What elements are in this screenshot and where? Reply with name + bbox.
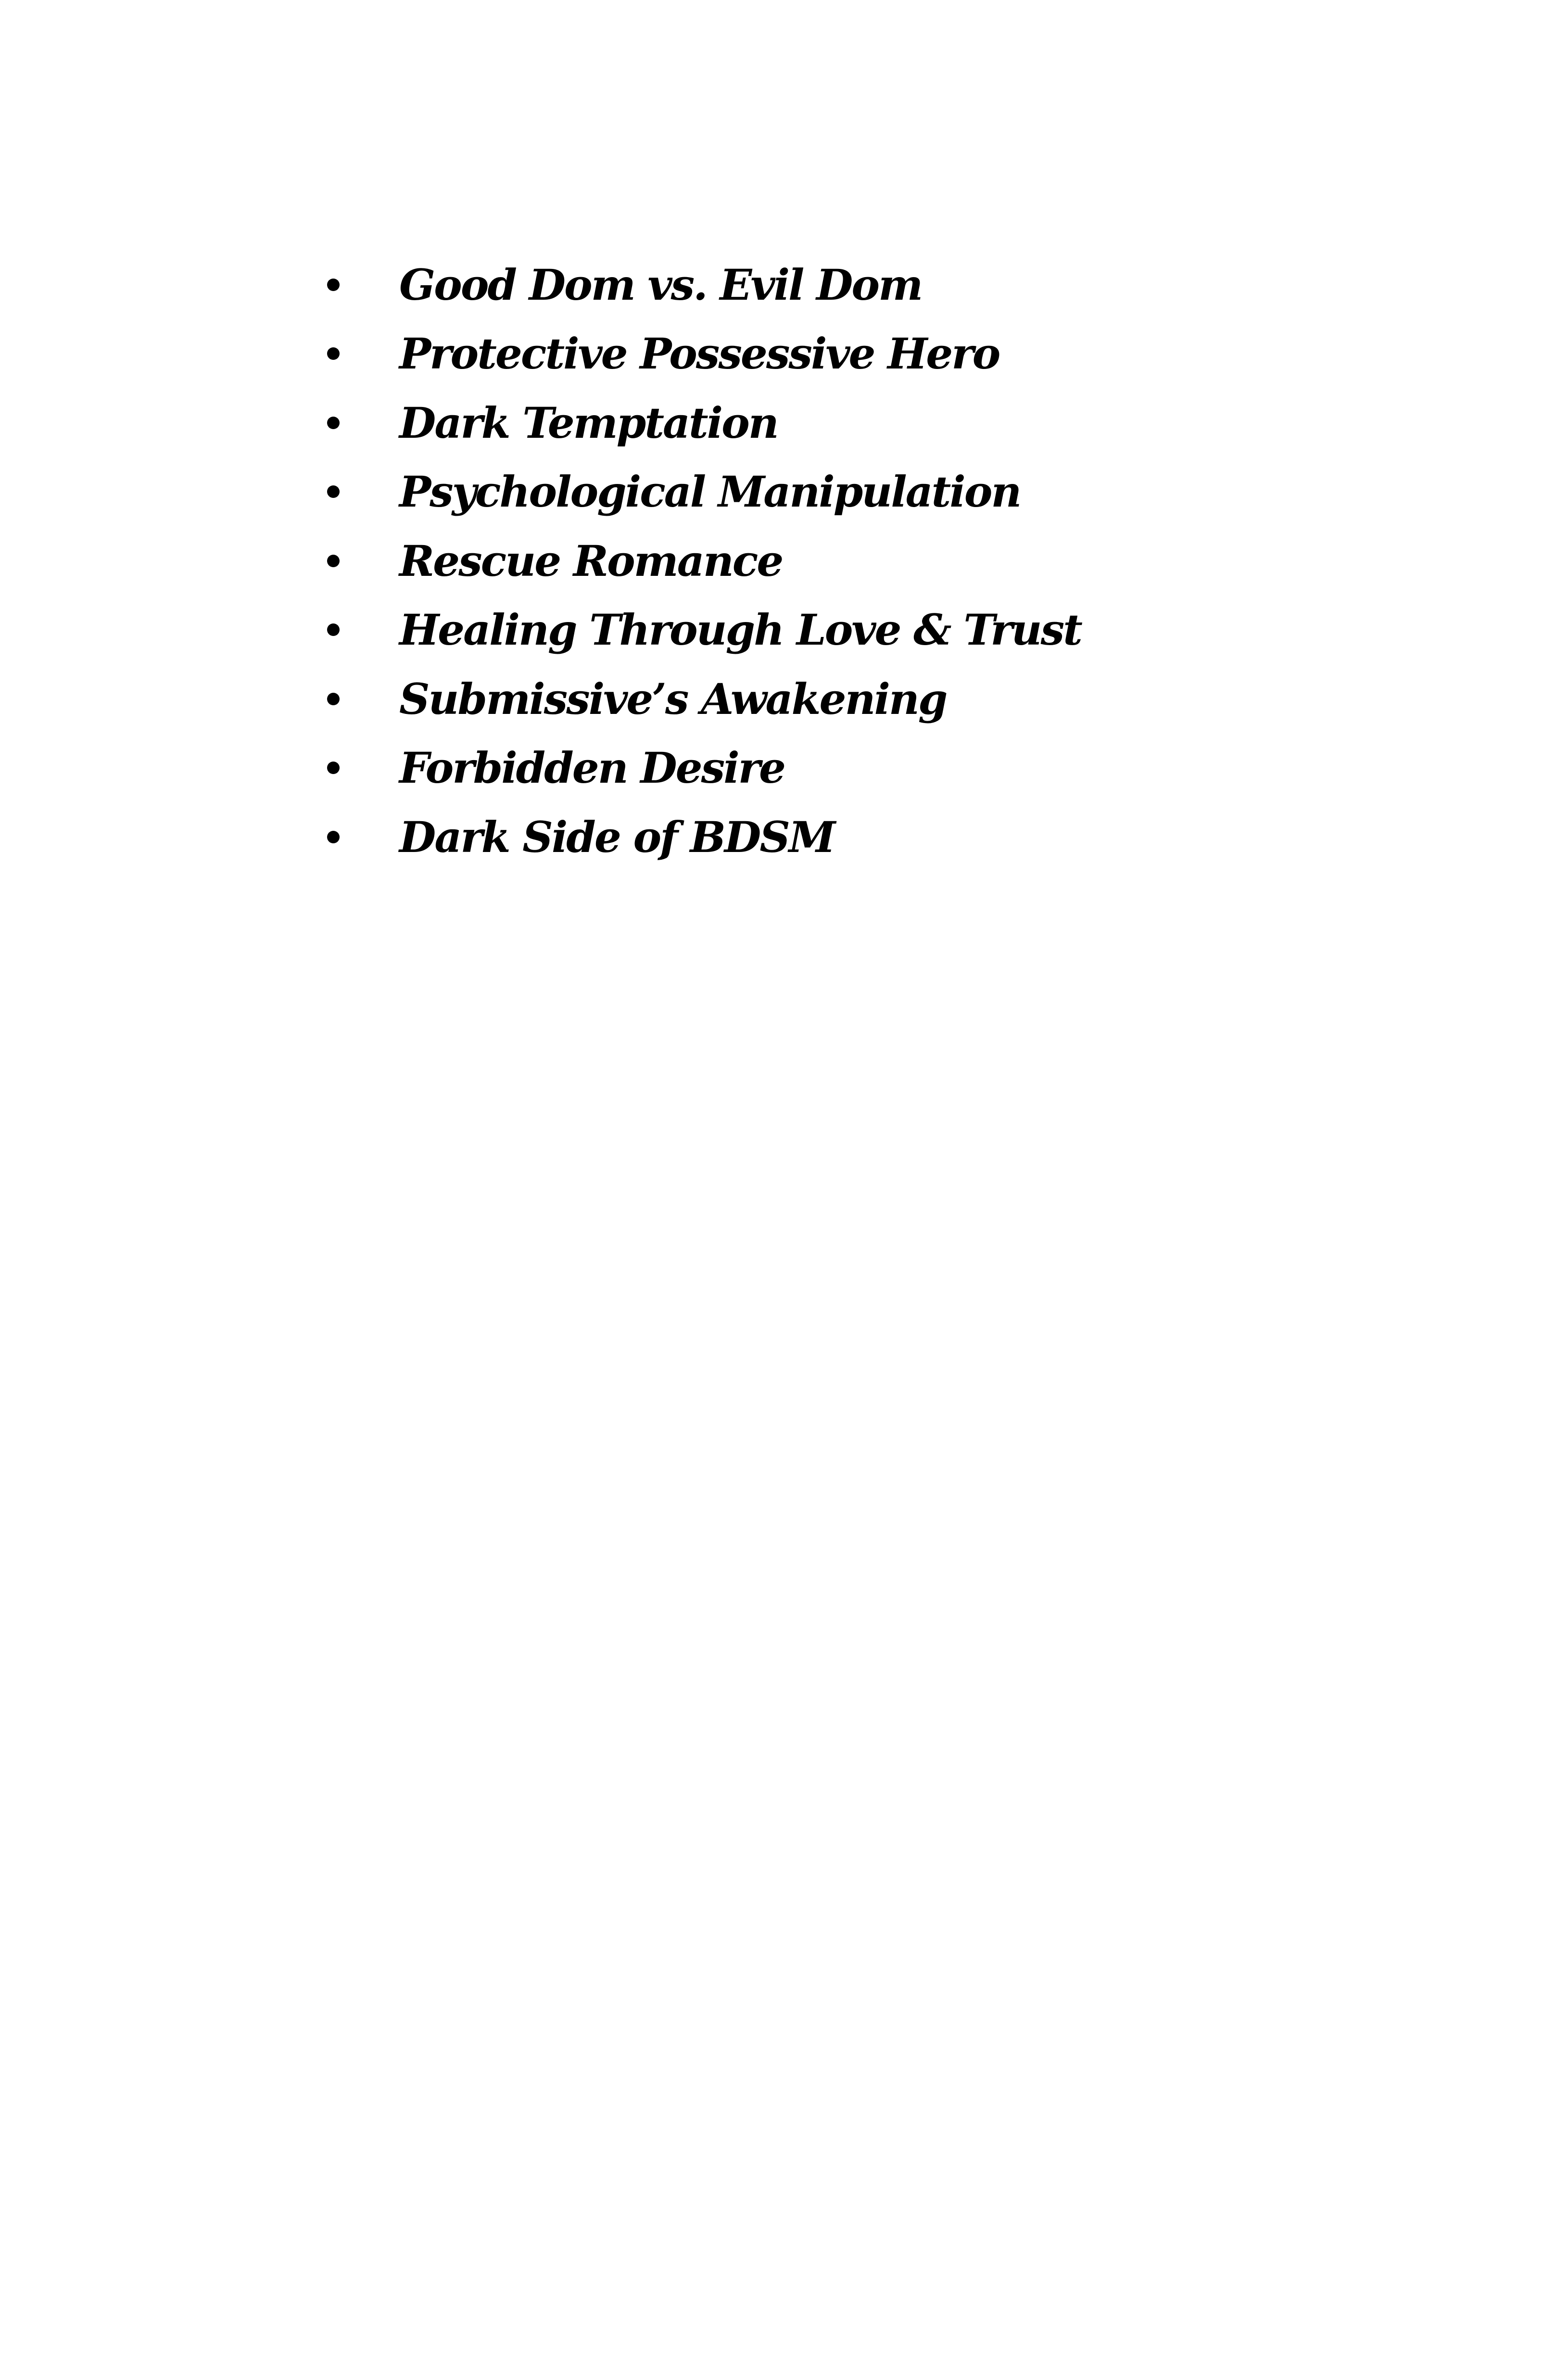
list-item-label: Submissive’s Awakening: [399, 674, 947, 724]
bullet-icon: [327, 693, 340, 705]
list-item-label: Dark Side of BDSM: [399, 812, 835, 862]
list-item-label: Good Dom vs. Evil Dom: [399, 259, 922, 310]
bullet-icon: [327, 762, 340, 774]
list-item-label: Psychological Manipulation: [399, 467, 1021, 517]
bullet-icon: [327, 831, 340, 843]
bullet-icon: [327, 417, 340, 429]
bullet-icon: [327, 555, 340, 567]
list-item-label: Dark Temptation: [399, 397, 778, 448]
list-item-label: Rescue Romance: [399, 535, 783, 586]
bullet-icon: [327, 279, 340, 291]
bullet-icon: [327, 623, 340, 636]
list-item-label: Forbidden Desire: [399, 743, 784, 793]
list-item-label: Healing Through Love & Trust: [399, 605, 1081, 655]
list-item-label: Protective Possessive Hero: [399, 329, 999, 379]
bullet-icon: [327, 347, 340, 360]
bullet-icon: [327, 485, 340, 498]
